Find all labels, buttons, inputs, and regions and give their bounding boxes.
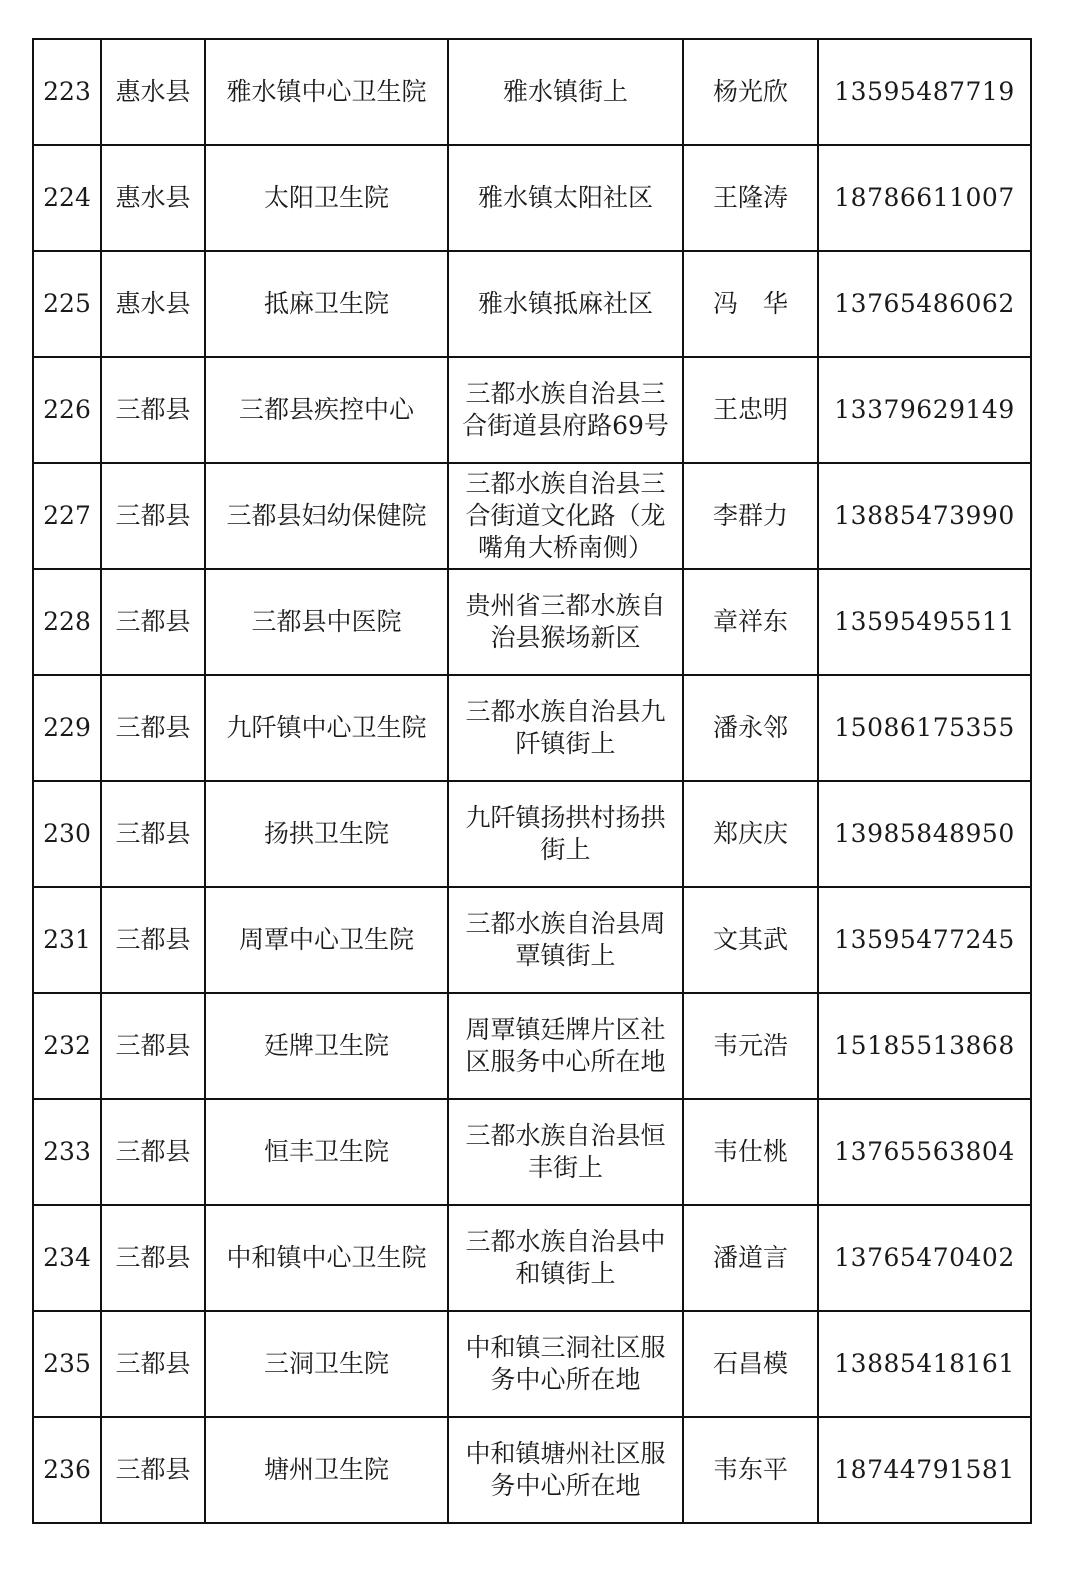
- row-number: 233: [33, 1099, 101, 1205]
- row-number: 226: [33, 357, 101, 463]
- county-cell: 三都县: [101, 463, 205, 569]
- phone-number-cell: 13765563804: [818, 1099, 1031, 1205]
- facility-name-cell: 三都县妇幼保健院: [205, 463, 448, 569]
- contact-person-cell: 杨光欣: [683, 39, 818, 145]
- table-row: [33, 675, 1031, 781]
- contact-person-cell: 韦东平: [683, 1417, 818, 1523]
- row-number: 228: [33, 569, 101, 675]
- county-cell: 三都县: [101, 781, 205, 887]
- county-cell: 惠水县: [101, 251, 205, 357]
- address-cell: 三都水族自治县恒丰街上: [448, 1099, 683, 1205]
- phone-number-cell: 13765486062: [818, 251, 1031, 357]
- row-number: 225: [33, 251, 101, 357]
- table-row: [33, 1311, 1031, 1417]
- row-number: 230: [33, 781, 101, 887]
- contact-person-cell: 李群力: [683, 463, 818, 569]
- phone-number-cell: 13885418161: [818, 1311, 1031, 1417]
- county-cell: 三都县: [101, 1099, 205, 1205]
- table-row: [33, 1099, 1031, 1205]
- contact-person-cell: 冯 华: [683, 251, 818, 357]
- table-row: [33, 39, 1031, 145]
- table-row: [33, 1417, 1031, 1523]
- facility-name-cell: 太阳卫生院: [205, 145, 448, 251]
- facility-name-cell: 九阡镇中心卫生院: [205, 675, 448, 781]
- county-cell: 三都县: [101, 569, 205, 675]
- phone-number-cell: 13985848950: [818, 781, 1031, 887]
- address-cell: 周覃镇廷牌片区社区服务中心所在地: [448, 993, 683, 1099]
- facility-name-cell: 中和镇中心卫生院: [205, 1205, 448, 1311]
- table-row: [33, 251, 1031, 357]
- row-number: 229: [33, 675, 101, 781]
- facility-name-cell: 周覃中心卫生院: [205, 887, 448, 993]
- facility-name-cell: 恒丰卫生院: [205, 1099, 448, 1205]
- facility-name-cell: 三洞卫生院: [205, 1311, 448, 1417]
- facility-name-cell: 扬拱卫生院: [205, 781, 448, 887]
- address-cell: 九阡镇扬拱村扬拱街上: [448, 781, 683, 887]
- row-number: 235: [33, 1311, 101, 1417]
- county-cell: 三都县: [101, 675, 205, 781]
- address-cell: 三都水族自治县九阡镇街上: [448, 675, 683, 781]
- facility-name-cell: 抵麻卫生院: [205, 251, 448, 357]
- address-cell: 中和镇三洞社区服务中心所在地: [448, 1311, 683, 1417]
- table-body: [33, 39, 1031, 1523]
- facility-name-cell: 廷牌卫生院: [205, 993, 448, 1099]
- address-cell: 三都水族自治县中和镇街上: [448, 1205, 683, 1311]
- phone-number-cell: 18744791581: [818, 1417, 1031, 1523]
- contact-person-cell: 韦元浩: [683, 993, 818, 1099]
- contact-person-cell: 章祥东: [683, 569, 818, 675]
- contact-person-cell: 石昌模: [683, 1311, 818, 1417]
- county-cell: 三都县: [101, 993, 205, 1099]
- address-cell: 雅水镇抵麻社区: [448, 251, 683, 357]
- facility-name-cell: 塘州卫生院: [205, 1417, 448, 1523]
- county-cell: 三都县: [101, 1417, 205, 1523]
- facility-table: [32, 38, 1032, 1524]
- table-row: [33, 357, 1031, 463]
- address-cell: 三都水族自治县周覃镇街上: [448, 887, 683, 993]
- table-row: [33, 781, 1031, 887]
- row-number: 227: [33, 463, 101, 569]
- table-row: [33, 145, 1031, 251]
- phone-number-cell: 13765470402: [818, 1205, 1031, 1311]
- address-cell: 贵州省三都水族自治县猴场新区: [448, 569, 683, 675]
- row-number: 232: [33, 993, 101, 1099]
- address-cell: 三都水族自治县三合街道县府路69号: [448, 357, 683, 463]
- phone-number-cell: 15086175355: [818, 675, 1031, 781]
- table-row: [33, 463, 1031, 569]
- row-number: 234: [33, 1205, 101, 1311]
- phone-number-cell: 13379629149: [818, 357, 1031, 463]
- county-cell: 惠水县: [101, 145, 205, 251]
- phone-number-cell: 13595477245: [818, 887, 1031, 993]
- contact-person-cell: 潘永邻: [683, 675, 818, 781]
- address-cell: 雅水镇太阳社区: [448, 145, 683, 251]
- row-number: 223: [33, 39, 101, 145]
- county-cell: 惠水县: [101, 39, 205, 145]
- phone-number-cell: 13595487719: [818, 39, 1031, 145]
- phone-number-cell: 13885473990: [818, 463, 1031, 569]
- county-cell: 三都县: [101, 1311, 205, 1417]
- row-number: 231: [33, 887, 101, 993]
- row-number: 224: [33, 145, 101, 251]
- address-cell: 中和镇塘州社区服务中心所在地: [448, 1417, 683, 1523]
- contact-person-cell: 郑庆庆: [683, 781, 818, 887]
- county-cell: 三都县: [101, 1205, 205, 1311]
- contact-person-cell: 韦仕桃: [683, 1099, 818, 1205]
- address-cell: 三都水族自治县三合街道文化路（龙嘴角大桥南侧）: [448, 463, 683, 569]
- contact-person-cell: 文其武: [683, 887, 818, 993]
- county-cell: 三都县: [101, 887, 205, 993]
- phone-number-cell: 18786611007: [818, 145, 1031, 251]
- row-number: 236: [33, 1417, 101, 1523]
- address-cell: 雅水镇街上: [448, 39, 683, 145]
- facility-name-cell: 三都县疾控中心: [205, 357, 448, 463]
- facility-name-cell: 雅水镇中心卫生院: [205, 39, 448, 145]
- phone-number-cell: 15185513868: [818, 993, 1031, 1099]
- contact-person-cell: 潘道言: [683, 1205, 818, 1311]
- county-cell: 三都县: [101, 357, 205, 463]
- table-row: [33, 887, 1031, 993]
- table-row: [33, 569, 1031, 675]
- contact-person-cell: 王忠明: [683, 357, 818, 463]
- table-row: [33, 1205, 1031, 1311]
- facility-name-cell: 三都县中医院: [205, 569, 448, 675]
- table-row: [33, 993, 1031, 1099]
- contact-person-cell: 王隆涛: [683, 145, 818, 251]
- phone-number-cell: 13595495511: [818, 569, 1031, 675]
